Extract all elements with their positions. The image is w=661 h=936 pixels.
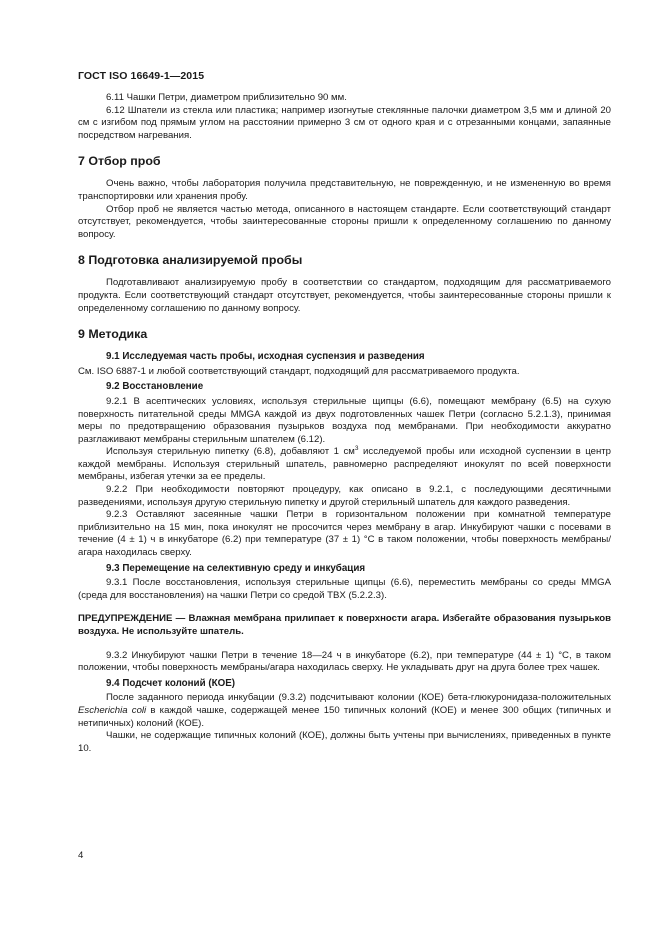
paragraph-9-2-1: 9.2.1 В асептических условиях, используя стерильные щипцы (6.6), помещают мембрану (6.5) на сухую поверхность питательной среды MMGA каждой из двух подготовленных чашек Петри (согласно 5.2.1.3), принимая меры по предотвращению образования пузырьков воздуха под мембранами. При необходимости аккуратно разглаживают мембраны стерильным шпателем (6.12). xyxy=(78,395,611,445)
paragraph-9-3-2: 9.3.2 Инкубируют чашки Петри в течение 18—24 ч в инкубаторе (6.2), при температуре (44 ± 1) °С, в таком положении, чтобы поверхность мембраны/агара находилась сверху. Не укладывать друг на друга более трех чашек. xyxy=(78,649,611,674)
subsection-9-4-heading: 9.4 Подсчет колоний (КОЕ) xyxy=(106,677,235,689)
paragraph-6-11: 6.11 Чашки Петри, диаметром приблизительно 90 мм. xyxy=(106,92,347,103)
section-8-paragraph-1: Подготавливают анализируемую пробу в соответствии со стандартом, подходящим для рассматриваемого продукта. Если соответствующий стандарт отсутствует, рекомендуется, чтобы заинтересованные стороны пришли к определенному соглашению по данному вопросу. xyxy=(78,277,611,314)
paragraph-9-4 xyxy=(78,692,611,730)
paragraph-6-12: 6.12 Шпатели из стекла или пластика; например изогнутые стеклянные палочки диаметром 3,5 мм и длиной 20 см с изгибом под прямым углом на расстоянии примерно 3 см от одного края и с отрезанными концами, запаянные посредством нагревания. xyxy=(78,104,611,141)
paragraph-9-2-3: 9.2.3 Оставляют засеянные чашки Петри в горизонтальном положении при комнатной температуре приблизительно на 15 мин, пока инокулят не просочится через мембрану в агар. Инкубируют чашки с посевами в течение (4 ± 1) ч в инкубаторе (6.2) при температуре (37 ± 1) °С в таком положении, чтобы поверхность мембраны/агара находилась сверху. xyxy=(78,509,611,559)
subsection-9-1-heading: 9.1 Исследуемая часть пробы, исходная суспензия и разведения xyxy=(106,351,425,363)
paragraph-9-2-2: 9.2.2 При необходимости повторяют процедуру, как описано в 9.2.1, с последующими десятичными разведениями, используя другую стерильную пипетку и другой стерильный шпатель для каждого разведения. xyxy=(78,484,611,508)
subsection-9-3-heading: 9.3 Перемещение на селективную среду и инкубация xyxy=(106,562,366,574)
paragraph-9-4-continued: Чашки, не содержащие типичных колоний (КОЕ), должны быть учтены при вычислениях, приведенных в пункте 10. xyxy=(78,730,611,754)
section-7-paragraph-2: Отбор проб не является частью метода, описанного в настоящем стандарте. Если соответствующий стандарт отсутствует, рекомендуется, чтобы заинтересованные стороны пришли к определенному соглашению по данному вопросу. xyxy=(78,203,611,240)
warning-paragraph: ПРЕДУПРЕЖДЕНИЕ — Влажная мембрана прилипает к поверхности агара. Избегайте образования пузырьков воздуха. Не используйте шпатель. xyxy=(78,613,611,637)
text-span: После заданного периода инкубации (9.3.2) подсчитывают колонии (КОЕ) бета-глюкуронидаза-положительных xyxy=(106,692,611,704)
section-9-heading: 9 Методика xyxy=(78,327,148,342)
section-7-heading: 7 Отбор проб xyxy=(78,154,161,169)
section-7-paragraph-1: Очень важно, чтобы лаборатория получила представительную, не поврежденную, и не измененную во время транспортировки или хранения пробу. xyxy=(78,178,611,202)
text-span: в каждой чашке, содержащей менее 150 типичных колоний (КОЕ) и менее 300 общих (типичных и нетипичных) колоний (КОЕ). xyxy=(78,704,611,729)
section-8-heading: 8 Подготовка анализируемой пробы xyxy=(78,253,303,268)
superscript: 3 xyxy=(354,445,359,453)
paragraph-9-2-1-continued xyxy=(78,446,611,484)
page-content xyxy=(78,92,611,755)
page-number: 4 xyxy=(78,850,84,861)
paragraph-9-1: См. ISO 6887-1 и любой соответствующий стандарт, подходящий для рассматриваемого продукта. xyxy=(78,365,520,377)
running-header: ГОСТ ISO 16649-1—2015 xyxy=(78,70,205,82)
subsection-9-2-heading: 9.2 Восстановление xyxy=(106,381,204,393)
text-span: исследуемой пробы или исходной суспензии в центр каждой мембраны. Используя стерильный шпатель, равномерно распределяют инокулят по всей поверхности мембраны, избегая утечки за ее пределы. xyxy=(78,446,611,483)
text-span: Используя стерильную пипетку (6.8), добавляют 1 см xyxy=(106,446,355,458)
paragraph-9-3-1: 9.3.1 После восстановления, используя стерильные щипцы (6.6), переместить мембраны со среды MMGA (среда для восстановления) на чашки Петри со средой TBX (5.2.2.3). xyxy=(78,577,611,601)
italic-species-name: Escherichia coli xyxy=(78,704,147,716)
